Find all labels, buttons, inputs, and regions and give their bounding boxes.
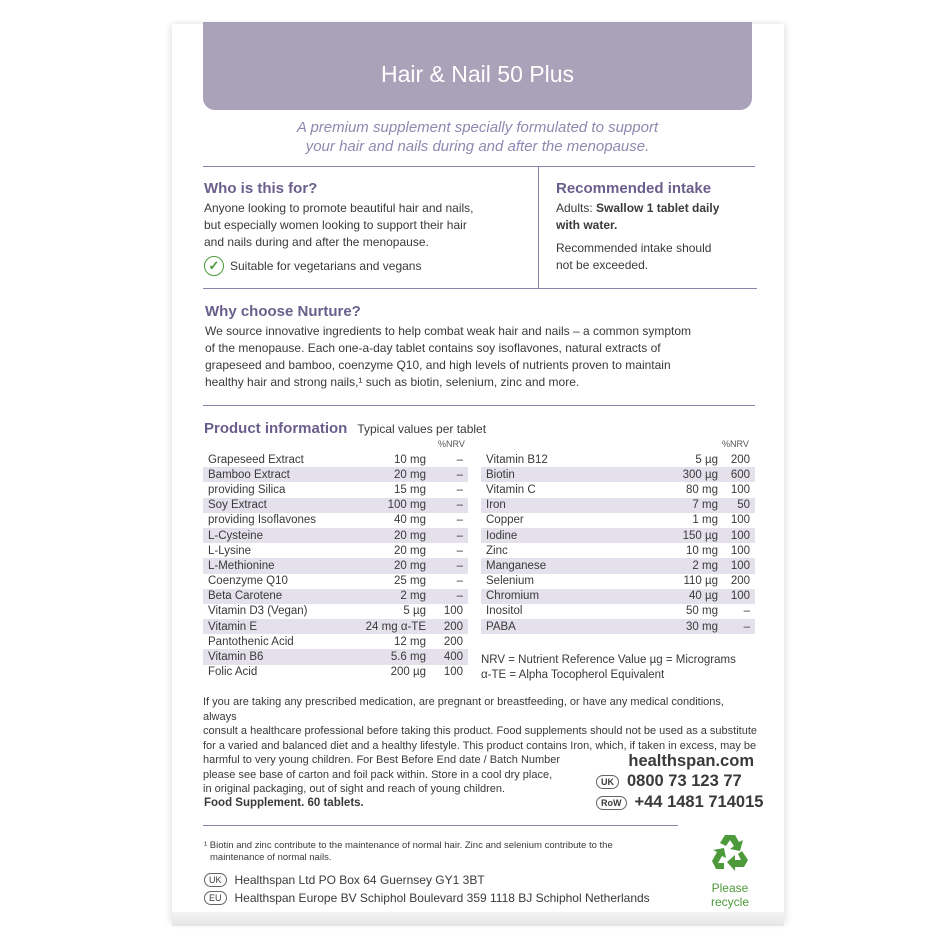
nutrient-amount: 7 mg	[631, 498, 723, 513]
nutrient-name: Iron	[481, 498, 631, 513]
table-row	[481, 589, 755, 604]
nutrient-name: Bamboo Extract	[203, 467, 353, 482]
nutrient-name: Pantothenic Acid	[208, 635, 294, 648]
uk-phone[interactable]	[596, 772, 742, 791]
nutrient-name: PABA	[481, 619, 631, 634]
recycle-icon	[708, 832, 752, 872]
nutrient-amount: 20 mg	[353, 467, 431, 482]
text-line: harmful to very young children. For Best Before End date / Batch Number	[203, 754, 561, 766]
table-row	[481, 619, 755, 634]
nutrient-amount: 100 mg	[353, 498, 431, 513]
footnote	[204, 840, 684, 864]
nutrient-name: L-Cysteine	[203, 528, 353, 543]
table-row	[481, 604, 755, 619]
table-row	[481, 528, 755, 543]
recycle-badge	[704, 832, 756, 909]
text-line: of the menopause. Each one-a-day tablet contains soy isoflavones, natural extracts of	[205, 341, 661, 355]
nutrient-amount: 10 mg	[394, 453, 426, 466]
nutrient-amount: 150 µg	[631, 528, 723, 543]
text-line: maintenance of normal nails.	[210, 852, 332, 863]
nutrient-amount: 5 µg	[695, 453, 718, 466]
intake-text	[556, 200, 746, 274]
legend-line: NRV = Nutrient Reference Value µg = Micrograms	[481, 654, 736, 666]
nutrient-amount: 25 mg	[394, 575, 426, 588]
nutrient-name: Soy Extract	[203, 498, 353, 513]
divider	[203, 288, 757, 289]
nutrient-nrv: –	[456, 544, 463, 557]
nutrient-name: providing Silica	[208, 483, 286, 496]
divider-vertical	[538, 167, 539, 288]
text-line: Please	[711, 881, 749, 895]
intake-heading: Recommended intake	[556, 180, 712, 197]
nutrient-name: Zinc	[486, 544, 508, 557]
table-row	[203, 558, 468, 573]
nutrient-amount: 30 mg	[631, 619, 723, 634]
nutrient-nrv: 100	[730, 514, 750, 527]
address-uk	[204, 873, 485, 887]
nutrient-amount: 24 mg α-TE	[353, 619, 431, 634]
nutrient-amount: 10 mg	[686, 544, 718, 557]
nutrient-nrv: –	[431, 589, 468, 604]
table-row	[481, 452, 755, 467]
text-line: in original packaging, out of sight and reach of young children.	[203, 783, 506, 795]
nutrient-name: Iodine	[481, 528, 631, 543]
nrv-legend	[481, 653, 736, 683]
nutrient-name: Selenium	[486, 575, 534, 588]
table-row	[203, 452, 468, 467]
nutrient-name: Folic Acid	[208, 666, 258, 679]
why-text	[205, 323, 755, 391]
text-line: Anyone looking to promote beautiful hair and nails,	[204, 201, 474, 215]
nutrient-name: Vitamin B6	[203, 649, 353, 664]
dose-instruction: with water.	[556, 218, 618, 232]
table-row	[481, 498, 755, 513]
nutrient-nrv: 200	[431, 619, 468, 634]
text-line	[556, 200, 746, 217]
text-line: please see base of carton and foil pack within. Store in a cool dry place,	[203, 768, 553, 781]
nutrient-amount: 15 mg	[394, 483, 426, 496]
nutrient-nrv: 100	[443, 666, 463, 679]
text-line: We source innovative ingredients to help combat weak hair and nails – a common symptom	[205, 324, 692, 338]
product-info-header	[204, 420, 486, 437]
nutrient-name: Vitamin E	[203, 619, 353, 634]
nutrient-nrv: –	[723, 619, 755, 634]
nutrient-name: Chromium	[481, 589, 631, 604]
recycle-label	[704, 881, 756, 909]
nutrient-nrv: 600	[723, 467, 755, 482]
nutrient-nrv: –	[431, 558, 468, 573]
nutrient-nrv: 100	[723, 558, 755, 573]
table-row	[481, 543, 755, 558]
nutrient-amount: 20 mg	[353, 558, 431, 573]
text-line	[556, 217, 746, 234]
nutrient-nrv: –	[431, 467, 468, 482]
text-line: for a varied and balanced diet and a healthy lifestyle. This product contains Iron, which, if taken in excess, may be	[203, 739, 757, 752]
nrv-header-left: %NRV	[438, 439, 465, 449]
text-line: but especially women looking to support their hair	[204, 218, 467, 232]
nutrient-nrv: 100	[730, 544, 750, 557]
nutrient-nrv: –	[456, 453, 463, 466]
table-row	[203, 528, 468, 543]
nutrient-name: Grapeseed Extract	[208, 453, 304, 466]
table-row	[203, 513, 468, 528]
nutrient-name: providing Isoflavones	[208, 514, 317, 527]
text-line: and nails during and after the menopause.	[204, 235, 429, 249]
table-row	[203, 665, 468, 680]
text-line: healthy hair and strong nails,¹ such as biotin, selenium, zinc and more.	[205, 375, 580, 389]
text-line: If you are taking any prescribed medication, are pregnant or breastfeeding, or have any medical conditions, always	[203, 696, 724, 723]
text-line: ¹ Biotin and zinc contribute to the maintenance of normal hair. Zinc and selenium contribute to the	[204, 840, 613, 851]
divider	[203, 405, 755, 406]
product-info-heading: Product information	[204, 420, 348, 437]
nutrient-amount: 1 mg	[692, 514, 718, 527]
title-banner	[203, 22, 752, 110]
region-tag: UK	[204, 873, 227, 887]
text-line: not be exceeded.	[556, 258, 649, 272]
nutrient-amount: 200 µg	[390, 666, 426, 679]
pack-bottom-edge	[172, 912, 784, 926]
nutrient-amount: 50 mg	[686, 605, 718, 618]
check-icon: ✓	[204, 256, 224, 276]
nutrient-nrv: 400	[431, 649, 468, 664]
nutrient-amount: 40 µg	[631, 589, 723, 604]
table-row	[203, 574, 468, 589]
vegan-label: Suitable for vegetarians and vegans	[230, 259, 422, 273]
tagline-line: your hair and nails during and after the menopause.	[305, 138, 650, 155]
nutrient-name: Vitamin B12	[486, 453, 548, 466]
table-row	[481, 482, 755, 497]
nutrient-nrv: 100	[723, 528, 755, 543]
nutrient-amount: 300 µg	[631, 467, 723, 482]
nutrient-name: Vitamin C	[486, 483, 536, 496]
nutrient-table-right	[481, 452, 755, 634]
table-row	[481, 558, 755, 573]
nutrient-nrv: 100	[730, 483, 750, 496]
dose-instruction: Swallow 1 tablet daily	[596, 201, 720, 215]
nutrient-nrv: –	[456, 514, 463, 527]
nutrient-amount: 40 mg	[394, 514, 426, 527]
nutrient-amount: 12 mg	[394, 635, 426, 648]
text-line: consult a healthcare professional before taking this product. Food supplements should not be used as a substitute	[203, 725, 758, 737]
nutrient-table-left	[203, 452, 468, 680]
text-line: Recommended intake should	[556, 241, 712, 255]
text-line: recycle	[710, 895, 749, 909]
uk-tag: UK	[596, 775, 619, 789]
table-row	[203, 619, 468, 634]
product-title: Hair & Nail 50 Plus	[380, 60, 575, 87]
nutrient-nrv: 200	[730, 453, 750, 466]
nutrient-nrv: 200	[730, 575, 750, 588]
divider	[203, 166, 755, 167]
row-tag: RoW	[596, 796, 627, 810]
nutrient-amount: 20 mg	[394, 544, 426, 557]
nutrient-nrv: 100	[723, 589, 755, 604]
text-line: grapeseed and bamboo, coenzyme Q10, and high levels of nutrients proven to maintain	[205, 358, 671, 372]
table-row	[203, 543, 468, 558]
table-row	[203, 498, 468, 513]
nutrient-nrv: –	[456, 483, 463, 496]
nutrient-name: L-Lysine	[208, 544, 252, 557]
nutrient-name: Coenzyme Q10	[208, 575, 288, 588]
nutrient-amount: 5.6 mg	[353, 649, 431, 664]
nutrient-nrv: 50	[723, 498, 755, 513]
address-text: Healthspan Europe BV Schiphol Boulevard 359 1118 BJ Schiphol Netherlands	[234, 891, 650, 905]
table-row	[481, 513, 755, 528]
divider	[203, 825, 678, 826]
nutrient-nrv: 100	[443, 605, 463, 618]
tagline	[203, 118, 752, 156]
nrv-header-right: %NRV	[722, 439, 749, 449]
nutrient-amount: 2 mg	[631, 558, 723, 573]
table-row	[481, 574, 755, 589]
table-row	[481, 467, 755, 482]
product-info-subheading: Typical values per tablet	[357, 422, 487, 436]
table-row	[203, 482, 468, 497]
nutrient-amount: 20 mg	[353, 528, 431, 543]
region-tag: EU	[204, 891, 227, 905]
vegan-badge	[204, 256, 421, 276]
nutrient-name: Beta Carotene	[203, 589, 353, 604]
table-row	[203, 649, 468, 664]
nutrient-name: Biotin	[481, 467, 631, 482]
uk-phone-number: 0800 73 123 77	[627, 772, 742, 790]
table-row	[203, 634, 468, 649]
who-text	[204, 200, 529, 251]
website[interactable]: healthspan.com	[628, 752, 754, 770]
row-phone[interactable]	[596, 793, 763, 812]
nutrient-nrv: –	[743, 605, 750, 618]
nutrient-name: Inositol	[486, 605, 523, 618]
table-row	[203, 604, 468, 619]
food-supplement: Food Supplement. 60 tablets.	[204, 797, 364, 809]
nutrient-nrv: 200	[443, 635, 463, 648]
table-row	[203, 467, 468, 482]
nutrient-name: Copper	[486, 514, 524, 527]
nutrient-name: L-Methionine	[203, 558, 353, 573]
adults-label: Adults:	[556, 201, 593, 215]
nutrient-name: Manganese	[481, 558, 631, 573]
nutrient-amount: 5 µg	[403, 605, 426, 618]
nutrient-nrv: –	[431, 498, 468, 513]
tagline-line: A premium supplement specially formulated to support	[296, 119, 659, 136]
nutrient-nrv: –	[456, 575, 463, 588]
who-heading: Who is this for?	[204, 180, 318, 197]
address-eu	[204, 891, 650, 905]
address-text: Healthspan Ltd PO Box 64 Guernsey GY1 3BT	[234, 873, 485, 887]
why-heading: Why choose Nurture?	[205, 303, 361, 320]
legend-line: α-TE = Alpha Tocopherol Equivalent	[481, 669, 665, 681]
row-phone-number: +44 1481 714015	[634, 793, 764, 811]
table-row	[203, 589, 468, 604]
nutrient-amount: 2 mg	[353, 589, 431, 604]
nutrient-amount: 80 mg	[686, 483, 718, 496]
nutrient-name: Vitamin D3 (Vegan)	[208, 605, 308, 618]
nutrient-amount: 110 µg	[683, 575, 718, 588]
nutrient-nrv: –	[431, 528, 468, 543]
